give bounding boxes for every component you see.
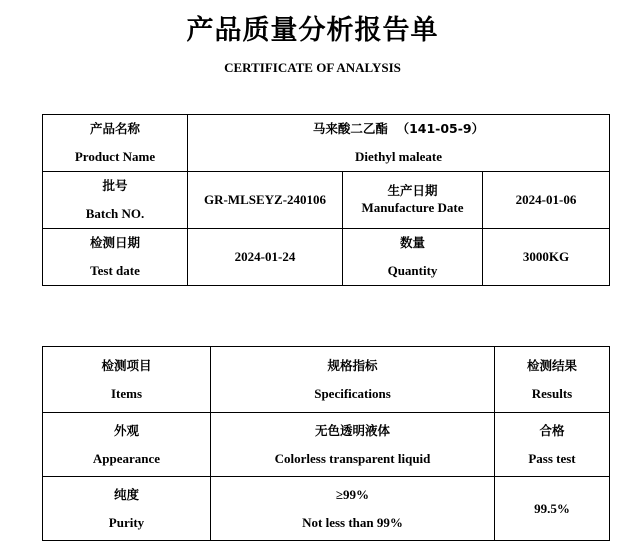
product-name-value: 马来酸二乙酯 （141-05-9） Diethyl maleate — [188, 115, 610, 172]
product-info-table — [42, 114, 610, 286]
document-title: 产品质量分析报告单 — [186, 15, 439, 46]
manufacture-date-value: 2024-01-06 — [483, 172, 610, 229]
manufacture-date-label: 生产日期 Manufacture Date — [343, 172, 483, 229]
test-date-value: 2024-01-24 — [188, 229, 343, 286]
header-results: 检测结果 Results — [495, 347, 610, 413]
test-results-table — [42, 346, 610, 541]
row-purity-spec: ≥99% Not less than 99% — [211, 477, 495, 541]
header-items: 检测项目 Items — [43, 347, 211, 413]
header-specifications: 规格指标 Specifications — [211, 347, 495, 413]
batch-label: 批号 Batch NO. — [43, 172, 188, 229]
quantity-label: 数量 Quantity — [343, 229, 483, 286]
row-appearance-item: 外观 Appearance — [43, 413, 211, 477]
product-name-label: 产品名称 Product Name — [43, 115, 188, 172]
row-appearance-result: 合格 Pass test — [495, 413, 610, 477]
row-appearance-spec: 无色透明液体 Colorless transparent liquid — [211, 413, 495, 477]
row-purity-item: 纯度 Purity — [43, 477, 211, 541]
batch-value: GR-MLSEYZ-240106 — [188, 172, 343, 229]
document-subtitle: CERTIFICATE OF ANALYSIS — [224, 60, 401, 75]
row-purity-result: 99.5% — [495, 477, 610, 541]
test-date-label: 检测日期 Test date — [43, 229, 188, 286]
quantity-value: 3000KG — [483, 229, 610, 286]
